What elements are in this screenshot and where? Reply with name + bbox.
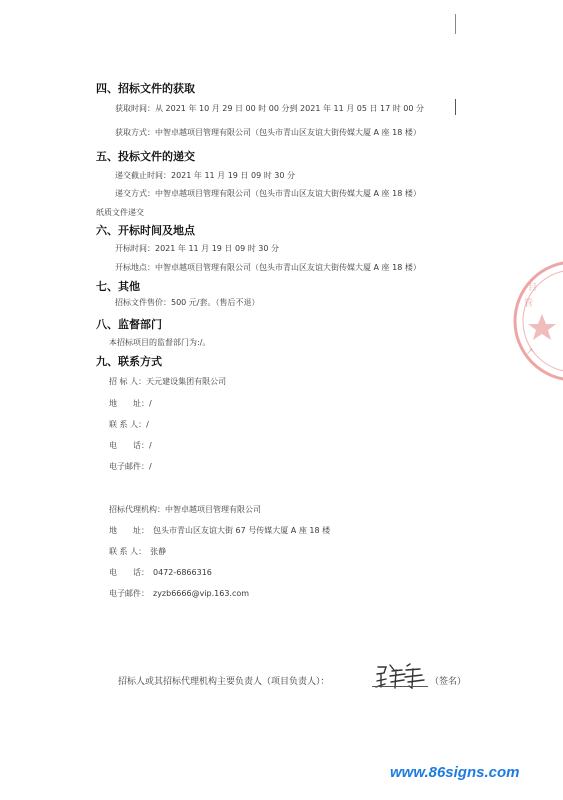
s4-place: 获取方式：中智卓越项目管理有限公司（包头市青山区友谊大街传媒大厦 A 座 18 楼） [115, 128, 421, 137]
s8-text: 本招标项目的监督部门为:/。 [109, 338, 211, 347]
agency-phone: 电 话： 0472-6866316 [109, 568, 212, 577]
tenderer-address: 地 址：/ [109, 399, 152, 408]
section-4-title: 四、招标文件的获取 [96, 82, 195, 95]
agency-email: 电子邮件： zyzb6666@vip.163.com [109, 589, 250, 598]
agency-address: 地 址： 包头市青山区友谊大街 67 号传媒大厦 A 座 18 楼 [109, 526, 331, 535]
red-seal-stamp [512, 258, 563, 388]
s5-place: 递交方式：中智卓越项目管理有限公司（包头市青山区友谊大街传媒大厦 A 座 18 楼） [115, 189, 421, 198]
section-7-title: 七、其他 [96, 280, 140, 293]
s6-time: 开标时间：2021 年 11 月 19 日 09 时 30 分 [115, 244, 279, 253]
s5-deadline: 递交截止时间：2021 年 11 月 19 日 09 时 30 分 [115, 171, 295, 180]
watermark: www.86signs.com [390, 764, 520, 781]
tenderer-contact: 联 系 人：/ [109, 420, 149, 429]
tenderer-email: 电子邮件：/ [109, 462, 152, 471]
s4-time: 获取时间：从 2021 年 10 月 29 日 00 时 00 分到 2021 年 11 月 05 日 17 时 00 分 [115, 104, 425, 113]
section-9-title: 九、联系方式 [96, 355, 162, 368]
tenderer-name: 招 标 人：天元建设集团有限公司 [109, 377, 227, 386]
agency-contact: 联 系 人： 张静 [109, 547, 167, 556]
s5-note: 纸质文件递交 [96, 208, 144, 217]
section-8-title: 八、监督部门 [96, 318, 162, 331]
section-5-title: 五、投标文件的递交 [96, 150, 195, 163]
signature-underline [372, 686, 428, 687]
text-cursor [455, 99, 456, 115]
svg-text:管: 管 [524, 299, 534, 309]
scan-mark [455, 14, 456, 34]
signature-suffix: （签名） [430, 677, 467, 687]
s6-place: 开标地点：中智卓越项目管理有限公司（包头市青山区友谊大街传媒大厦 A 座 18 楼） [115, 263, 421, 272]
signature-line: 招标人或其招标代理机构主要负责人（项目负责人）： [118, 677, 330, 687]
svg-text:↗: ↗ [526, 347, 534, 357]
agency-name: 招标代理机构：中智卓越项目管理有限公司 [109, 505, 261, 514]
s7-price: 招标文件售价：500 元/套。（售后不退） [115, 298, 260, 307]
section-6-title: 六、开标时间及地点 [96, 224, 195, 237]
tenderer-phone: 电 话：/ [109, 441, 152, 450]
svg-text:目: 目 [528, 283, 538, 293]
